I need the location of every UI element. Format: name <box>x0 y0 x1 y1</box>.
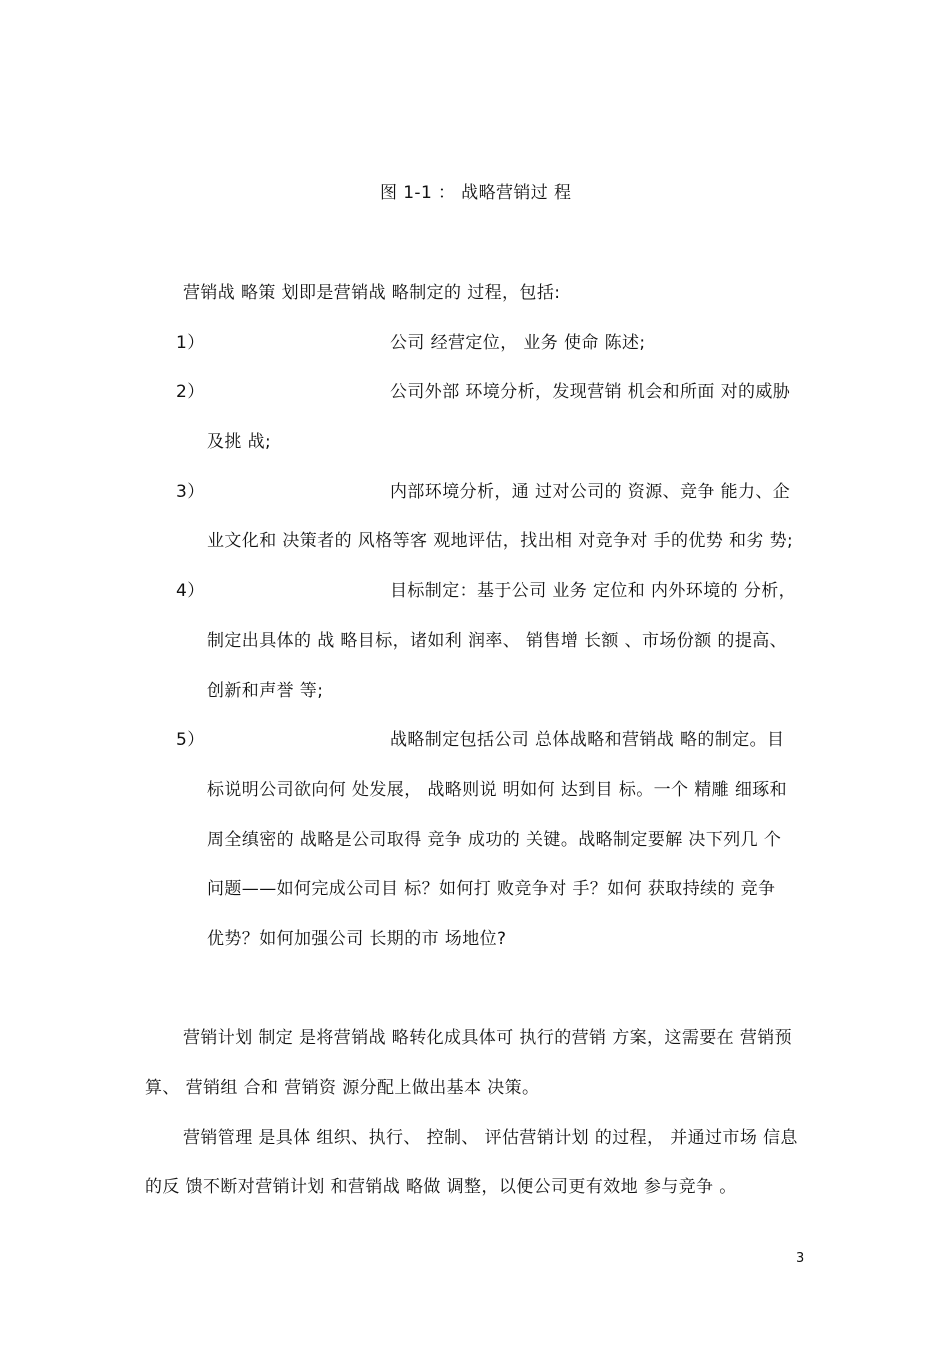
figure-caption: 图 1-1 ： 战略营销过 程 <box>380 183 572 203</box>
list-item-text: 目标制定：基于公司 业务 定位和 内外环境的 分析， <box>390 581 797 601</box>
list-item-number: 1） <box>176 333 205 353</box>
list-item-text: 优势？如何加强公司 长期的市 场地位? <box>207 929 507 949</box>
list-item-text: 公司外部 环境分析，发现营销 机会和所面 对的威胁 <box>390 382 791 402</box>
body-paragraph-line: 营销管理 是具体 组织、执行、 控制、 评估营销计划 的过程， 并通过市场 信息 <box>183 1128 798 1148</box>
body-paragraph-line: 的反 馈不断对营销计划 和营销战 略做 调整，以便公司更有效地 参与竞争 。 <box>145 1177 737 1197</box>
page-number: 3 <box>796 1251 805 1266</box>
list-item-number: 3） <box>176 482 205 502</box>
list-item-text: 制定出具体的 战 略目标，诸如利 润率、 销售增 长额 、市场份额 的提高、 <box>207 631 788 651</box>
list-item-number: 2） <box>176 382 205 402</box>
list-item-text: 标说明公司欲向何 处发展， 战略则说 明如何 达到目 标。一个 精雕 细琢和 <box>207 780 788 800</box>
list-item-number: 5） <box>176 730 205 750</box>
list-item-text: 内部环境分析，通 过对公司的 资源、竞争 能力、企 <box>390 482 791 502</box>
intro-paragraph: 营销战 略策 划即是营销战 略制定的 过程，包括: <box>183 283 561 303</box>
body-paragraph-line: 营销计划 制定 是将营销战 略转化成具体可 执行的营销 方案，这需要在 营销预 <box>183 1028 793 1048</box>
list-item-text: 及挑 战; <box>207 432 272 452</box>
list-item-number: 4） <box>176 581 205 601</box>
list-item-text: 周全缜密的 战略是公司取得 竞争 成功的 关键。战略制定要解 决下列几 个 <box>207 830 782 850</box>
list-item-text: 公司 经营定位， 业务 使命 陈述; <box>390 333 646 353</box>
list-item-text: 战略制定包括公司 总体战略和营销战 略的制定。目 <box>390 730 785 750</box>
body-paragraph-line: 算、 营销组 合和 营销资 源分配上做出基本 决策。 <box>145 1078 540 1098</box>
list-item-text: 创新和声誉 等; <box>207 681 324 701</box>
list-item-text: 问题——如何完成公司目 标？如何打 败竞争对 手？如何 获取持续的 竞争 <box>207 879 776 899</box>
list-item-text: 业文化和 决策者的 风格等客 观地评估，找出相 对竞争对 手的优势 和劣 势; <box>207 531 794 551</box>
